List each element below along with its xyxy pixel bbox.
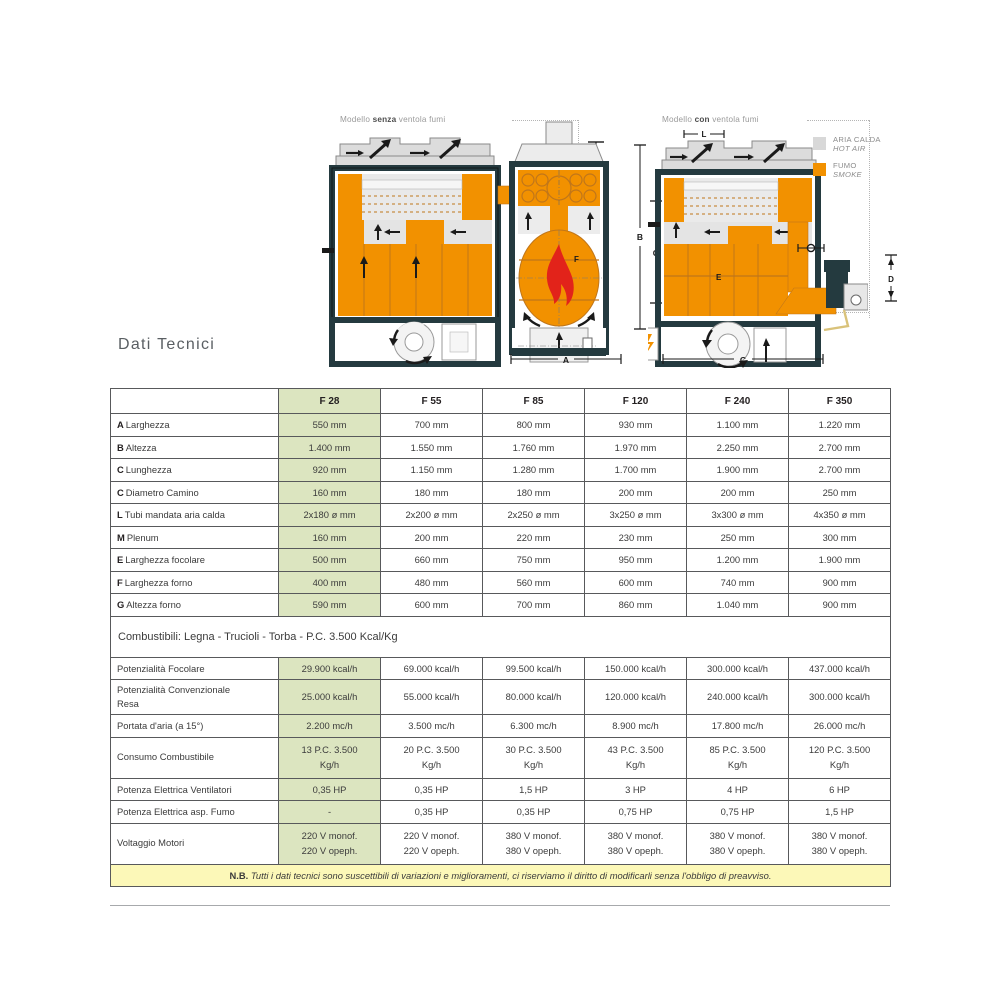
row-label-altezza-forno: G Altezza forno — [111, 594, 279, 617]
cell: 400 mm — [279, 571, 381, 594]
cell: 500 mm — [279, 549, 381, 572]
technical-data-table-wrap — [110, 388, 890, 887]
table-header-row — [111, 389, 891, 414]
cell: 1.970 mm — [585, 436, 687, 459]
model-header-f55: F 55 — [381, 389, 483, 414]
table-row — [111, 481, 891, 504]
svg-text:C: C — [739, 355, 747, 365]
svg-text:A: A — [562, 355, 570, 365]
row-label-larghezza-forno: F Larghezza forno — [111, 571, 279, 594]
cell: 220 V monof. 220 V opeph. — [381, 823, 483, 864]
cell: 590 mm — [279, 594, 381, 617]
cell: 120.000 kcal/h — [585, 680, 687, 715]
cell: 860 mm — [585, 594, 687, 617]
cell: 380 V monof. 380 V opeph. — [687, 823, 789, 864]
footnote-prefix: N.B. — [229, 869, 249, 881]
cell: 300 mm — [789, 526, 891, 549]
cell: 0,35 HP — [381, 778, 483, 801]
cell: 550 mm — [279, 414, 381, 437]
row-label-larghezza: A Larghezza — [111, 414, 279, 437]
cell: 1.760 mm — [483, 436, 585, 459]
cell: 160 mm — [279, 526, 381, 549]
table-row — [111, 436, 891, 459]
fuel-note-row — [111, 616, 891, 657]
row-label-lunghezza: C Lunghezza — [111, 459, 279, 482]
cell: 700 mm — [381, 414, 483, 437]
legend-item-smoke — [813, 162, 901, 179]
cell: 180 mm — [381, 481, 483, 504]
cell: 1.040 mm — [687, 594, 789, 617]
cell: 43 P.C. 3.500 Kg/h — [585, 737, 687, 778]
table-row — [111, 680, 891, 715]
row-label-larghezza-focolare: E Larghezza focolare — [111, 549, 279, 572]
svg-text:E: E — [716, 273, 722, 282]
header-blank-cell — [111, 389, 279, 414]
cell: 560 mm — [483, 571, 585, 594]
cell: 1.200 mm — [687, 549, 789, 572]
cell: 660 mm — [381, 549, 483, 572]
cell: 160 mm — [279, 481, 381, 504]
row-label-diametro-camino: C Diametro Camino — [111, 481, 279, 504]
cell: 26.000 mc/h — [789, 715, 891, 738]
cell: 30 P.C. 3.500 Kg/h — [483, 737, 585, 778]
cell: 20 P.C. 3.500 Kg/h — [381, 737, 483, 778]
cell: 1,5 HP — [483, 778, 585, 801]
cell: 0,35 HP — [381, 801, 483, 824]
cell: 300.000 kcal/h — [789, 680, 891, 715]
cell: 1.550 mm — [381, 436, 483, 459]
model-header-f85: F 85 — [483, 389, 585, 414]
svg-text:D: D — [888, 275, 894, 284]
cell: 150.000 kcal/h — [585, 657, 687, 680]
diagram-front-view — [500, 120, 630, 373]
cell: 437.000 kcal/h — [789, 657, 891, 680]
table-row — [111, 801, 891, 824]
cell: 1.900 mm — [687, 459, 789, 482]
cell: 2.700 mm — [789, 436, 891, 459]
cell: 85 P.C. 3.500 Kg/h — [687, 737, 789, 778]
cell: - — [279, 801, 381, 824]
cell: 380 V monof. 380 V opeph. — [789, 823, 891, 864]
cell: 1.150 mm — [381, 459, 483, 482]
cell: 2x180 ø mm — [279, 504, 381, 527]
table-row — [111, 823, 891, 864]
cell: 200 mm — [381, 526, 483, 549]
cell: 220 V monof. 220 V opeph. — [279, 823, 381, 864]
cell: 1.700 mm — [585, 459, 687, 482]
smoke-swatch-icon — [813, 163, 826, 176]
cell: 380 V monof. 380 V opeph. — [483, 823, 585, 864]
diagram-label-without-fan: Modello senza ventola fumi — [340, 115, 446, 124]
diagram-legend — [813, 136, 901, 188]
cell: 0,35 HP — [483, 801, 585, 824]
cell: 69.000 kcal/h — [381, 657, 483, 680]
technical-data-table — [110, 388, 891, 887]
technical-diagram-area — [100, 100, 900, 375]
cell: 930 mm — [585, 414, 687, 437]
hot-air-swatch-icon — [813, 137, 826, 150]
dimension-marker-C — [660, 352, 826, 371]
cell: 600 mm — [585, 571, 687, 594]
cell: 480 mm — [381, 571, 483, 594]
cell: 120 P.C. 3.500 Kg/h — [789, 737, 891, 778]
legend-hot-air-it: ARIA CALDA — [833, 136, 881, 144]
table-row — [111, 657, 891, 680]
leader-dotted-right — [807, 120, 869, 121]
cell: 900 mm — [789, 571, 891, 594]
legend-clip-mask — [895, 128, 905, 188]
dimension-marker-A — [508, 352, 624, 371]
footnote-row — [111, 864, 891, 887]
table-row — [111, 737, 891, 778]
cell: 80.000 kcal/h — [483, 680, 585, 715]
content-panel — [100, 100, 900, 910]
cell: 900 mm — [789, 594, 891, 617]
cell: 2x200 ø mm — [381, 504, 483, 527]
cell: 29.900 kcal/h — [279, 657, 381, 680]
row-label-potenzialita-convenzionale: Potenzialità Convenzionale Resa — [111, 680, 279, 715]
cell: 800 mm — [483, 414, 585, 437]
cell: 1.220 mm — [789, 414, 891, 437]
table-row — [111, 549, 891, 572]
cell: 2x250 ø mm — [483, 504, 585, 527]
table-row — [111, 459, 891, 482]
footnote-text: Tutti i dati tecnici sono suscettibili di variazioni e miglioramenti, ci riserviamo il diritto di modificarli senza l'obbligo di preavviso. — [250, 869, 772, 881]
row-label-potenza-ventilatori: Potenza Elettrica Ventilatori — [111, 778, 279, 801]
cell: 200 mm — [687, 481, 789, 504]
cell: 3.500 mc/h — [381, 715, 483, 738]
cell: 6 HP — [789, 778, 891, 801]
cell: 3x300 ø mm — [687, 504, 789, 527]
cell: 750 mm — [483, 549, 585, 572]
cell: 4x350 ø mm — [789, 504, 891, 527]
row-label-plenum: M Plenum — [111, 526, 279, 549]
model-header-f350: F 350 — [789, 389, 891, 414]
table-row — [111, 715, 891, 738]
cell: 25.000 kcal/h — [279, 680, 381, 715]
cell: 1.400 mm — [279, 436, 381, 459]
cell: 740 mm — [687, 571, 789, 594]
cell: 3x250 ø mm — [585, 504, 687, 527]
row-label-potenza-asp-fumo: Potenza Elettrica asp. Fumo — [111, 801, 279, 824]
row-label-voltaggio-motori: Voltaggio Motori — [111, 823, 279, 864]
table-row — [111, 414, 891, 437]
dimension-marker-B — [632, 142, 648, 337]
model-header-f120: F 120 — [585, 389, 687, 414]
cell: 230 mm — [585, 526, 687, 549]
table-row — [111, 571, 891, 594]
row-label-tubi-mandata: L Tubi mandata aria calda — [111, 504, 279, 527]
cell: 1.280 mm — [483, 459, 585, 482]
cell: 0,75 HP — [687, 801, 789, 824]
cell: 250 mm — [687, 526, 789, 549]
dimension-marker-T-D — [882, 252, 900, 309]
cell: 55.000 kcal/h — [381, 680, 483, 715]
table-row — [111, 504, 891, 527]
cell: 13 P.C. 3.500 Kg/h — [279, 737, 381, 778]
legend-hot-air-en: HOT AIR — [833, 143, 866, 153]
row-label-potenzialita-focolare: Potenzialità Focolare — [111, 657, 279, 680]
footnote — [111, 864, 891, 887]
svg-text:F: F — [574, 255, 579, 264]
cell: 2.700 mm — [789, 459, 891, 482]
cell: 1.900 mm — [789, 549, 891, 572]
svg-text:B: B — [636, 232, 644, 242]
diagram-model-without-fan — [322, 128, 522, 373]
row-label-portata-aria: Portata d'aria (a 15°) — [111, 715, 279, 738]
diagram-label-with-fan: Modello con ventola fumi — [662, 115, 759, 124]
cell: 300.000 kcal/h — [687, 657, 789, 680]
cell: 1,5 HP — [789, 801, 891, 824]
cell: 2.200 mc/h — [279, 715, 381, 738]
model-header-f28: F 28 — [279, 389, 381, 414]
cell: 200 mm — [585, 481, 687, 504]
bottom-rule — [110, 905, 890, 906]
cell: 99.500 kcal/h — [483, 657, 585, 680]
cell: 920 mm — [279, 459, 381, 482]
model-header-f240: F 240 — [687, 389, 789, 414]
cell: 4 HP — [687, 778, 789, 801]
svg-text:G: G — [652, 248, 660, 258]
cell: 600 mm — [381, 594, 483, 617]
cell: 220 mm — [483, 526, 585, 549]
cell: 700 mm — [483, 594, 585, 617]
cell: 0,35 HP — [279, 778, 381, 801]
table-row — [111, 594, 891, 617]
legend-smoke-it: FUMO — [833, 162, 857, 170]
table-row — [111, 526, 891, 549]
cell: 1.100 mm — [687, 414, 789, 437]
cell: 17.800 mc/h — [687, 715, 789, 738]
cell: 250 mm — [789, 481, 891, 504]
cell: 0,75 HP — [585, 801, 687, 824]
cell: 8.900 mc/h — [585, 715, 687, 738]
row-label-consumo-combustibile: Consumo Combustibile — [111, 737, 279, 778]
cell: 6.300 mc/h — [483, 715, 585, 738]
cell: 240.000 kcal/h — [687, 680, 789, 715]
cell: 3 HP — [585, 778, 687, 801]
row-label-altezza: B Altezza — [111, 436, 279, 459]
cell: 2.250 mm — [687, 436, 789, 459]
cell: 180 mm — [483, 481, 585, 504]
cell: 950 mm — [585, 549, 687, 572]
cell: 380 V monof. 380 V opeph. — [585, 823, 687, 864]
table-row — [111, 778, 891, 801]
svg-text:L: L — [701, 130, 707, 139]
legend-item-hot-air — [813, 136, 901, 153]
legend-smoke-en: SMOKE — [833, 169, 862, 179]
fuel-note: Combustibili: Legna - Trucioli - Torba - P.C. 3.500 Kcal/Kg — [111, 616, 891, 657]
page-title: Dati Tecnici — [118, 336, 216, 353]
